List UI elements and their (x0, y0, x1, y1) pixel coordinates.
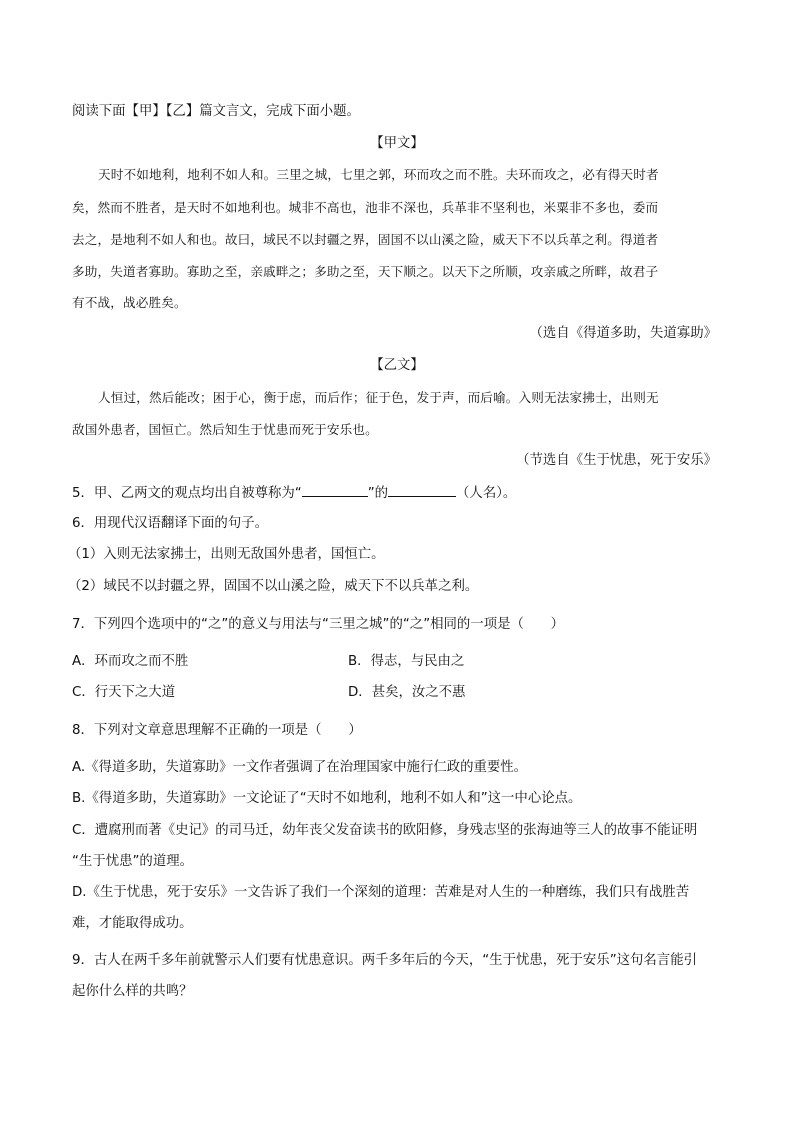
q5-prefix: 5．甲、乙两文的观点均出自被尊称为“ (72, 486, 302, 501)
jia-line-5: 有不战，战必胜矣。 (72, 295, 187, 310)
question-6-stem: 6．用现代汉语翻译下面的句子。 (72, 516, 268, 531)
q8-option-a[interactable]: A.《得道多助，失道寡助》一文作者强调了在治理国家中施行仁政的重要性。 (72, 760, 528, 775)
q8-option-d[interactable]: D.《生于忧患，死于安乐》一文告诉了我们一个深刻的道理：苦难是对人生的一种磨练，我们只有战胜苦 (72, 885, 690, 900)
q7-option-a[interactable]: A．环而攻之而不胜 (72, 654, 189, 669)
q8-option-b[interactable]: B.《得道多助，失道寡助》一文论证了“天时不如地利，地利不如人和”这一中心论点。 (72, 791, 582, 806)
q8-option-d-cont[interactable]: 难，才能取得成功。 (72, 916, 193, 931)
jia-line-2: 矣，然而不胜者，是天时不如地利也。城非不高也，池非不深也，兵革非不坚利也，米粟非不多也，委而 (72, 200, 659, 215)
intro-instruction: 阅读下面【甲】【乙】篇文言文，完成下面小题。 (72, 104, 360, 119)
jia-line-3: 去之，是地利不如人和也。故曰，域民不以封疆之界，固国不以山溪之险，威天下不以兵革之利。得道者 (72, 232, 659, 247)
question-6-item-1: （1）入则无法家拂士，出则无敌国外患者，国恒亡。 (68, 547, 385, 562)
q7-option-c[interactable]: C．行天下之大道 (72, 685, 176, 700)
question-9-line-2: 起你什么样的共鸣？ (72, 984, 193, 999)
jia-heading: 【甲文】 (370, 136, 424, 151)
question-6-item-2: （2）域民不以封疆之界，固国不以山溪之险，威天下不以兵革之利。 (68, 579, 479, 594)
jia-line-4: 多助，失道者寡助。寡助之至，亲戚畔之；多助之至，天下顺之。以天下之所顺，攻亲戚之所畔，故君子 (72, 264, 659, 279)
jia-source: （选自《得道多助，失道寡助》 (529, 326, 717, 341)
question-7-stem: 7．下列四个选项中的“之”的意义与用法与“三里之城”的“之”相同的一项是（ ） (72, 617, 565, 632)
q5-blank-name[interactable] (388, 482, 456, 497)
yi-source: （节选自《生于忧患，死于安乐》 (516, 453, 717, 468)
yi-line-2: 敌国外患者，国恒亡。然后知生于忧患而死于安乐也。 (72, 422, 378, 437)
q7-option-d[interactable]: D．甚矣，汝之不惠 (348, 685, 466, 700)
question-9-line-1: 9．古人在两千多年前就警示人们要有忧患意识。两千多年后的今天，“生于忧患，死于安乐”这句名言能引 (72, 953, 697, 968)
q8-option-c[interactable]: C．遭腐刑而著《史记》的司马迁，幼年丧父发奋读书的欧阳修，身残志坚的张海迪等三人的故事不能证明 (72, 823, 698, 838)
q5-middle: ”的 (367, 486, 389, 501)
jia-line-1: 天时不如地利，地利不如人和。三里之城，七里之郭，环而攻之而不胜。夫环而攻之，必有得天时者 (98, 167, 659, 182)
question-8-stem: 8．下列对文章意思理解不正确的一项是（ ） (72, 723, 362, 738)
question-5 (72, 482, 516, 504)
q5-suffix: （人名）。 (456, 486, 517, 501)
q7-option-b[interactable]: B．得志，与民由之 (348, 654, 465, 669)
q5-blank-title[interactable] (302, 482, 368, 497)
q8-option-c-cont[interactable]: “生于忧患”的道理。 (72, 854, 193, 869)
yi-line-1: 人恒过，然后能改；困于心，衡于虑，而后作；征于色，发于声，而后喻。入则无法家拂士，出则无 (98, 390, 659, 405)
yi-heading: 【乙文】 (370, 358, 424, 373)
